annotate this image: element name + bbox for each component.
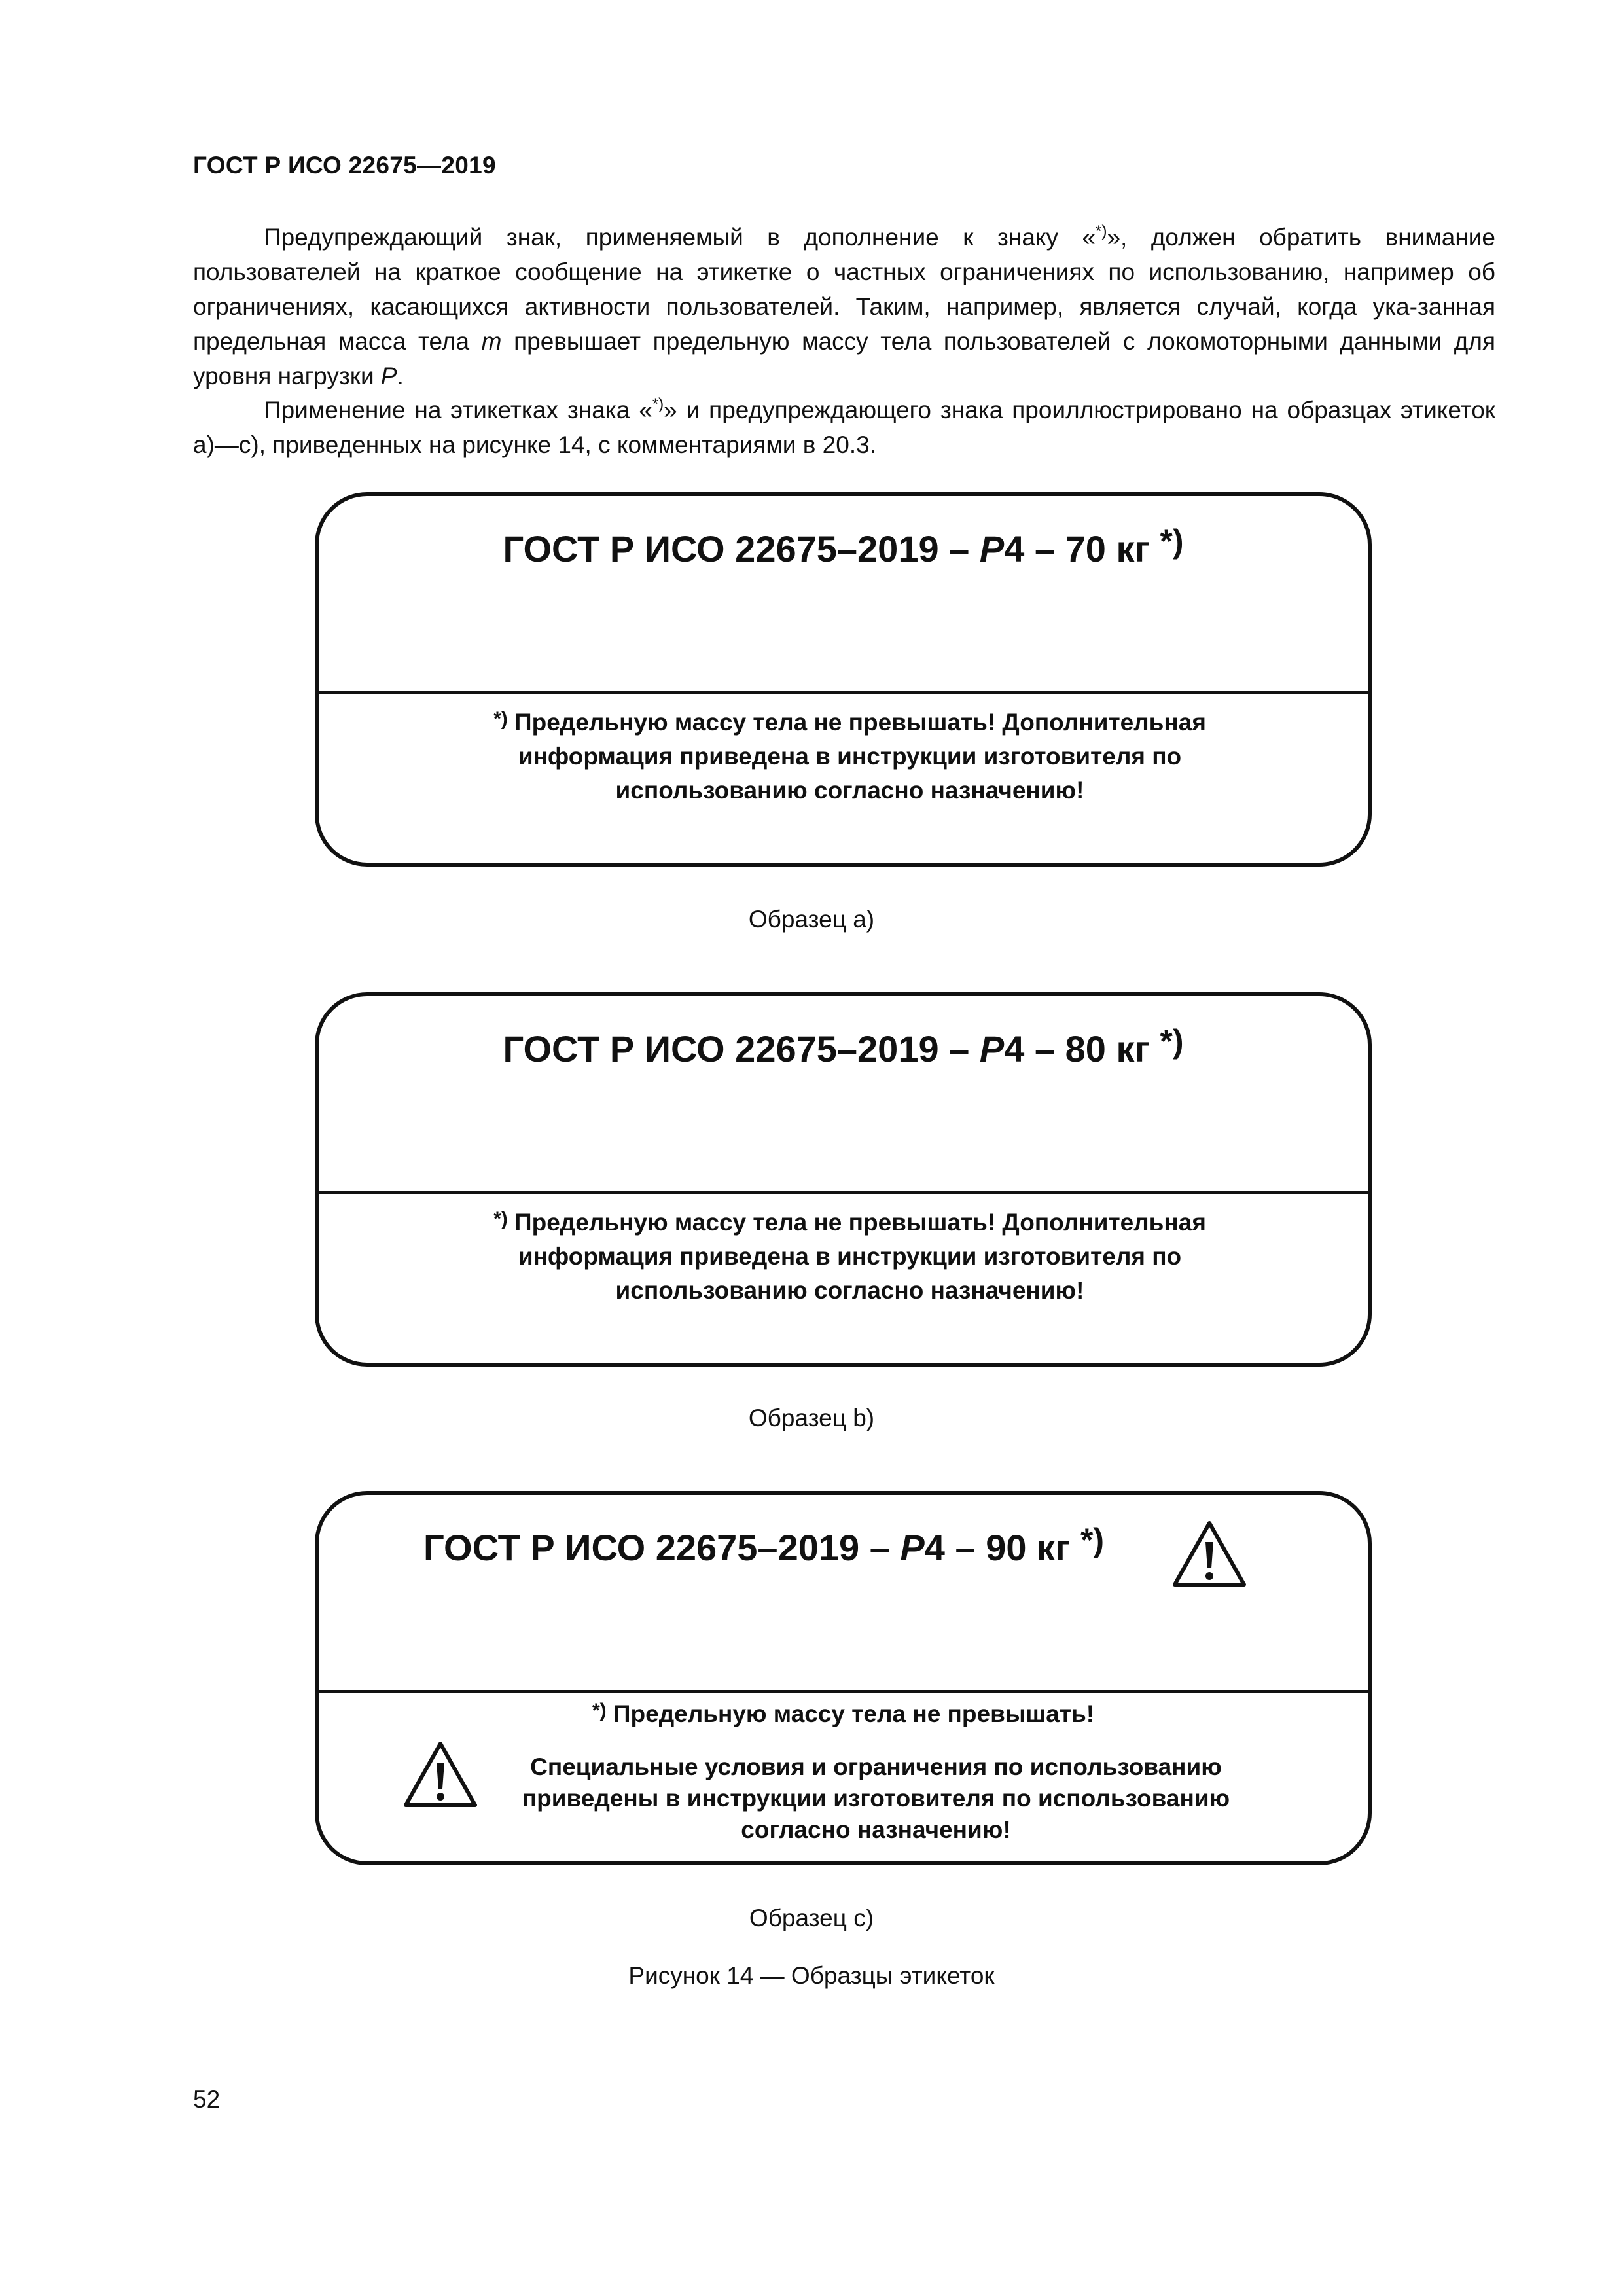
label-a-title: ГОСТ Р ИСО 22675–2019 – P4 – 70 кг *) <box>503 523 1184 569</box>
label-c-note-limit: *) Предельную массу тела не превышать! <box>592 1700 1095 1727</box>
label-b-title: ГОСТ Р ИСО 22675–2019 – P4 – 80 кг *) <box>503 1023 1184 1069</box>
caption-sample-c: Образец с) <box>749 1905 874 1931</box>
page-header: ГОСТ Р ИСО 22675—2019 <box>193 152 496 179</box>
paragraph-label-application: Применение на этикетках знака «*)» и предупреждающего знака проиллюстрировано на образцах этикеток а)—с), приведенных на рисунке 14, с комментариями в 20.3. <box>193 395 1495 458</box>
caption-sample-a: Образец а) <box>748 906 875 933</box>
label-b-divider <box>319 1191 1368 1194</box>
label-sample-a <box>315 492 1372 867</box>
warning-triangle-icon <box>402 1740 478 1808</box>
label-c-note-conditions: Специальные условия и ограничения по использованию приведены в инструкции изготовителя по использованию согласно назначению! <box>522 1753 1230 1843</box>
label-sample-b <box>315 992 1372 1367</box>
label-c-title: ГОСТ Р ИСО 22675–2019 – P4 – 90 кг *) <box>423 1522 1105 1568</box>
paragraph-warning-sign: Предупреждающий знак, применяемый в дополнение к знаку «*)», должен обратить внимание пользователей на краткое сообщение на этикетке о частных ограничениях по использованию, например об ограничениях, касающихся активности пользователей. Таким, например, является случай, когда ука-занная предельная масса тела m превышает предельную массу тела пользователей с локомоторными данными для уровня нагрузки P. <box>193 223 1495 389</box>
warning-triangle-icon <box>1171 1520 1247 1588</box>
label-b-note: *) Предельную массу тела не превышать! Дополнительная информация приведена в инструкции изготовителя по использованию согласно назначению! <box>493 1208 1206 1304</box>
caption-sample-b: Образец b) <box>748 1405 875 1431</box>
label-a-note: *) Предельную массу тела не превышать! Дополнительная информация приведена в инструкции изготовителя по использованию согласно назначению! <box>493 708 1206 804</box>
label-sample-c <box>315 1491 1372 1865</box>
figure-caption: Рисунок 14 — Образцы этикеток <box>628 1962 995 1989</box>
page-number: 52 <box>193 2086 221 2113</box>
label-c-divider <box>319 1690 1368 1693</box>
label-a-divider <box>319 691 1368 694</box>
